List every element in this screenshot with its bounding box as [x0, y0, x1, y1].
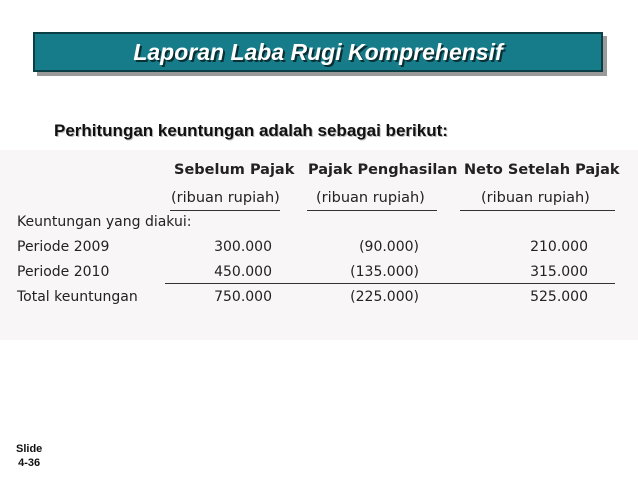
col-heading-net-after-tax: Neto Setelah Pajak	[464, 162, 620, 178]
cell-total-net: 525.000	[530, 289, 588, 305]
slide-subtitle: Perhitungan keuntungan adalah sebagai berikut:	[54, 121, 448, 140]
cell-2010-before-tax: 450.000	[214, 264, 272, 280]
header-rule-income-tax	[307, 210, 437, 211]
col-unit-net-after-tax: (ribuan rupiah)	[481, 190, 590, 206]
slide-number-value: 4-36	[18, 457, 41, 469]
slide-title: Laporan Laba Rugi Komprehensif	[133, 38, 503, 65]
row-label-2009: Periode 2009	[17, 239, 110, 255]
section-label: Keuntungan yang diakui:	[17, 214, 192, 230]
col-unit-before-tax: (ribuan rupiah)	[171, 190, 280, 206]
cell-2009-income-tax: (90.000)	[359, 239, 419, 255]
header-rule-before-tax	[170, 210, 280, 211]
cell-total-before-tax: 750.000	[214, 289, 272, 305]
cell-2010-net: 315.000	[530, 264, 588, 280]
total-rule	[165, 283, 615, 284]
slide-number	[16, 442, 42, 470]
cell-total-income-tax: (225.000)	[350, 289, 419, 305]
col-unit-income-tax: (ribuan rupiah)	[316, 190, 425, 206]
profit-table	[0, 150, 638, 340]
header-rule-net-after-tax	[460, 210, 615, 211]
row-label-total: Total keuntungan	[17, 289, 138, 305]
cell-2010-income-tax: (135.000)	[350, 264, 419, 280]
cell-2009-before-tax: 300.000	[214, 239, 272, 255]
title-bar	[33, 32, 603, 72]
col-heading-before-tax: Sebelum Pajak	[174, 162, 295, 178]
cell-2009-net: 210.000	[530, 239, 588, 255]
col-heading-income-tax: Pajak Penghasilan	[308, 162, 458, 178]
row-label-2010: Periode 2010	[17, 264, 110, 280]
slide-label: Slide	[16, 443, 43, 455]
